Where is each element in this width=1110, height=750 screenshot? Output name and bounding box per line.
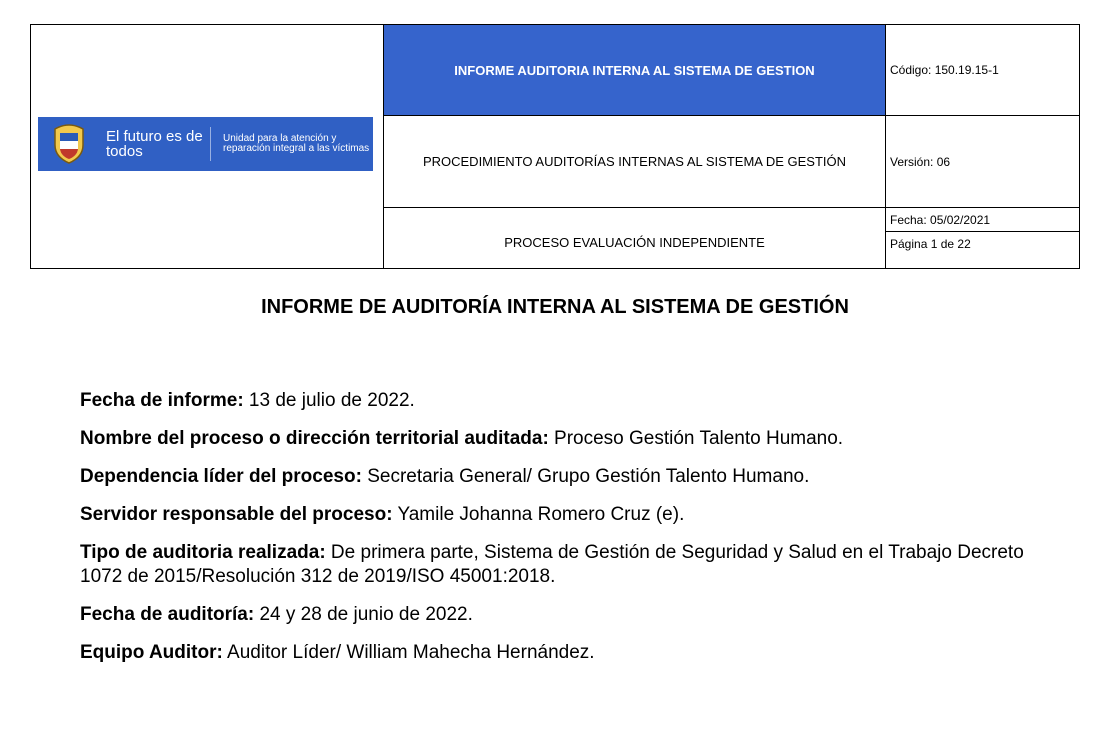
field-value: Auditor Líder/ William Mahecha Hernández.	[222, 642, 595, 663]
report-fields	[80, 389, 1050, 679]
field-value: 24 y 28 de junio de 2022.	[254, 604, 473, 625]
code-cell: Código: 150.19.15-1	[890, 63, 999, 77]
version-cell: Versión: 06	[890, 154, 951, 169]
field-audited-process	[80, 427, 1050, 451]
date-page-cell	[886, 208, 1079, 268]
field-value: De primera parte, Sistema de Gestión de Seguridad y Salud en el Trabajo Decreto 1072 de 2015/Resolución 312 de 2019/ISO 45001:2018.	[80, 542, 1024, 587]
field-label: Nombre del proceso o dirección territorial auditada:	[80, 428, 549, 449]
field-audit-team	[80, 641, 1050, 665]
field-value: Proceso Gestión Talento Humano.	[548, 428, 844, 449]
field-audit-date	[80, 603, 1050, 627]
field-audit-type	[80, 541, 1050, 589]
page-cell: Página 1 de 22	[890, 237, 971, 251]
field-value: Yamile Johanna Romero Cruz (e).	[392, 504, 685, 525]
field-label: Dependencia líder del proceso:	[80, 466, 362, 487]
field-value: 13 de julio de 2022.	[243, 390, 415, 411]
field-responsible-servant	[80, 503, 1050, 527]
field-report-date	[80, 389, 1050, 413]
field-label: Equipo Auditor:	[80, 642, 223, 663]
date-cell: Fecha: 05/02/2021	[886, 208, 1079, 232]
process-cell: PROCESO EVALUACIÓN INDEPENDIENTE	[384, 208, 886, 268]
field-lead-dependency	[80, 465, 1050, 489]
logo-cell	[31, 25, 384, 268]
field-label: Fecha de auditoría:	[80, 604, 255, 625]
header-row-3	[384, 208, 1079, 268]
procedure-cell: PROCEDIMIENTO AUDITORÍAS INTERNAS AL SISTEMA DE GESTIÓN	[384, 116, 886, 207]
field-label: Fecha de informe:	[80, 390, 244, 411]
coat-of-arms-icon	[48, 123, 90, 165]
field-label: Tipo de auditoria realizada:	[80, 542, 326, 563]
logo-tagline-2: Unidad para la atención y reparación integral a las víctimas	[223, 133, 370, 154]
report-title: INFORME DE AUDITORÍA INTERNA AL SISTEMA DE GESTIÓN	[261, 296, 849, 318]
logo-divider	[210, 127, 211, 161]
header-row-1	[384, 25, 1079, 116]
field-label: Servidor responsable del proceso:	[80, 504, 393, 525]
doc-title-cell: INFORME AUDITORIA INTERNA AL SISTEMA DE GESTION	[384, 25, 886, 115]
logo-tagline-1: El futuro es de todos	[106, 128, 203, 160]
organization-logo	[38, 117, 373, 171]
document-header-table	[30, 24, 1080, 269]
header-row-2	[384, 116, 1079, 208]
field-value: Secretaria General/ Grupo Gestión Talento Humano.	[361, 466, 810, 487]
